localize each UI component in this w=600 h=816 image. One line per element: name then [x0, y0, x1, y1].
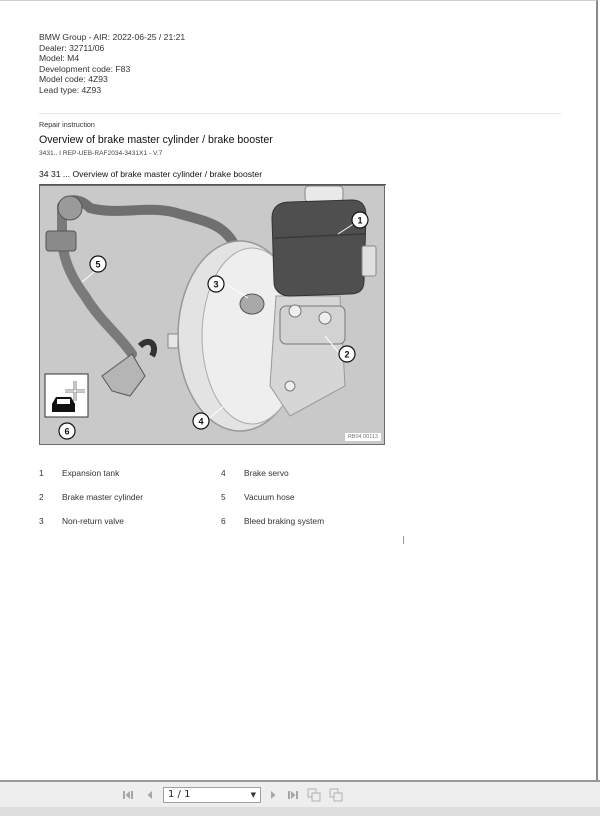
- meta-lead-type: Lead type: 4Z93: [39, 84, 102, 95]
- legend-text: Brake master cylinder: [62, 492, 143, 502]
- callout-6: 6: [64, 426, 70, 437]
- legend-text: Non-return valve: [62, 516, 124, 526]
- legend-number: 6: [221, 516, 226, 526]
- first-page-icon: [123, 790, 135, 800]
- chevron-down-icon: ▼: [250, 791, 256, 799]
- legend-number: 3: [39, 516, 44, 526]
- meta-air-timestamp: BMW Group - AIR: 2022-06-25 / 21:21: [39, 32, 186, 42]
- page-title: Overview of brake master cylinder / brake booster: [39, 134, 273, 146]
- page-number-select[interactable]: [163, 787, 261, 803]
- divider: [39, 113, 561, 114]
- meta-model: Model: M4: [39, 53, 80, 64]
- two-page-view-icon: [329, 788, 343, 802]
- status-strip: [0, 807, 600, 816]
- page-number-value: 1 / 1: [168, 789, 191, 800]
- previous-page-button[interactable]: [142, 787, 158, 803]
- section-title: 34 31 ... Overview of brake master cylinder / brake booster: [39, 169, 263, 179]
- last-page-icon: [286, 790, 298, 800]
- next-page-icon: [269, 790, 277, 800]
- next-page-button[interactable]: [265, 787, 281, 803]
- document-category: Repair instruction: [39, 120, 95, 129]
- meta-dealer: Dealer: 32711/06: [39, 42, 105, 53]
- legend-text: Brake servo: [244, 468, 289, 478]
- document-id: 3431.. I REP-UEB-RAF2034-3431X1 - V.7: [39, 150, 163, 157]
- meta-development-code: Development code: F83: [39, 63, 131, 74]
- brake-diagram-figure: [39, 185, 385, 445]
- last-page-button[interactable]: [284, 787, 300, 803]
- text-cursor: [403, 536, 404, 544]
- legend-text: Bleed braking system: [244, 516, 325, 526]
- meta-model-code: Model code: 4Z93: [39, 74, 108, 85]
- header-meta: [39, 32, 185, 96]
- callout-4: 4: [198, 416, 204, 427]
- single-page-view-button[interactable]: [306, 787, 322, 803]
- callout-5: 5: [95, 259, 101, 270]
- legend-text: Expansion tank: [62, 468, 120, 478]
- legend-number: 4: [221, 468, 226, 478]
- brake-assembly-illustration: [40, 186, 385, 445]
- single-page-view-icon: [307, 788, 321, 802]
- legend-number: 2: [39, 492, 44, 502]
- legend-text: Vacuum hose: [244, 492, 295, 502]
- first-page-button[interactable]: [121, 787, 137, 803]
- two-page-view-button[interactable]: [328, 787, 344, 803]
- callout-2: 2: [344, 349, 350, 360]
- legend-number: 5: [221, 492, 226, 502]
- previous-page-icon: [146, 790, 154, 800]
- callout-1: 1: [357, 215, 363, 226]
- legend-number: 1: [39, 468, 44, 478]
- pdf-navigation-toolbar: [0, 780, 600, 807]
- figure-code: RB04 00113: [345, 433, 381, 441]
- callout-3: 3: [213, 279, 219, 290]
